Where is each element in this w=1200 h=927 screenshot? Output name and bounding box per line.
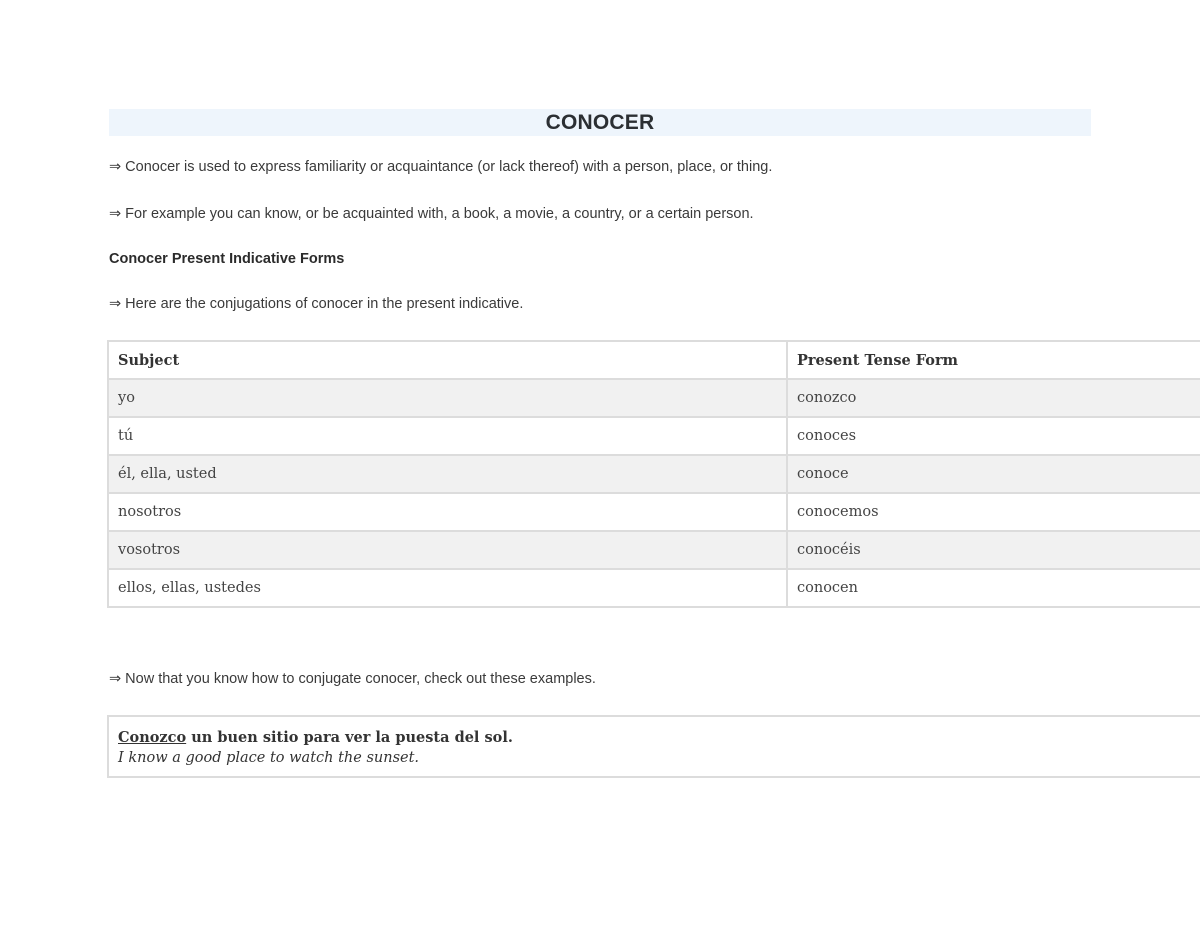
examples-intro: ⇒ Now that you know how to conjugate conocer, check out these examples. — [109, 671, 596, 687]
table-row — [108, 569, 1200, 607]
form-cell: conoces — [787, 417, 1200, 455]
column-header-form: Present Tense Form — [787, 341, 1200, 379]
table-row — [108, 455, 1200, 493]
subject-cell: yo — [108, 379, 787, 417]
column-header-subject: Subject — [108, 341, 787, 379]
page-title: CONOCER — [109, 109, 1091, 136]
example-sentence-rest: un buen sitio para ver la puesta del sol. — [186, 729, 513, 746]
conjugation-intro: ⇒ Here are the conjugations of conocer in the present indicative. — [109, 296, 524, 312]
table-header-row — [108, 341, 1200, 379]
form-cell: conozco — [787, 379, 1200, 417]
table-row — [108, 417, 1200, 455]
table-row — [108, 531, 1200, 569]
subject-cell: él, ella, usted — [108, 455, 787, 493]
subject-cell: ellos, ellas, ustedes — [108, 569, 787, 607]
form-cell: conocemos — [787, 493, 1200, 531]
form-cell: conocen — [787, 569, 1200, 607]
example-verb: Conozco — [118, 729, 187, 746]
example-sentence-box — [107, 715, 1200, 778]
intro-paragraph-usage: ⇒ Conocer is used to express familiarity or acquaintance (or lack thereof) with a person, place, or thing. — [109, 159, 773, 175]
section-heading: Conocer Present Indicative Forms — [109, 251, 345, 267]
example-english-translation: I know a good place to watch the sunset. — [118, 750, 420, 766]
form-cell: conoce — [787, 455, 1200, 493]
conjugation-table — [107, 340, 1200, 608]
table-row — [108, 493, 1200, 531]
form-cell: conocéis — [787, 531, 1200, 569]
subject-cell: nosotros — [108, 493, 787, 531]
subject-cell: tú — [108, 417, 787, 455]
table-row — [108, 379, 1200, 417]
subject-cell: vosotros — [108, 531, 787, 569]
example-spanish-sentence — [118, 729, 513, 746]
intro-paragraph-example: ⇒ For example you can know, or be acquainted with, a book, a movie, a country, or a certain person. — [109, 206, 754, 222]
